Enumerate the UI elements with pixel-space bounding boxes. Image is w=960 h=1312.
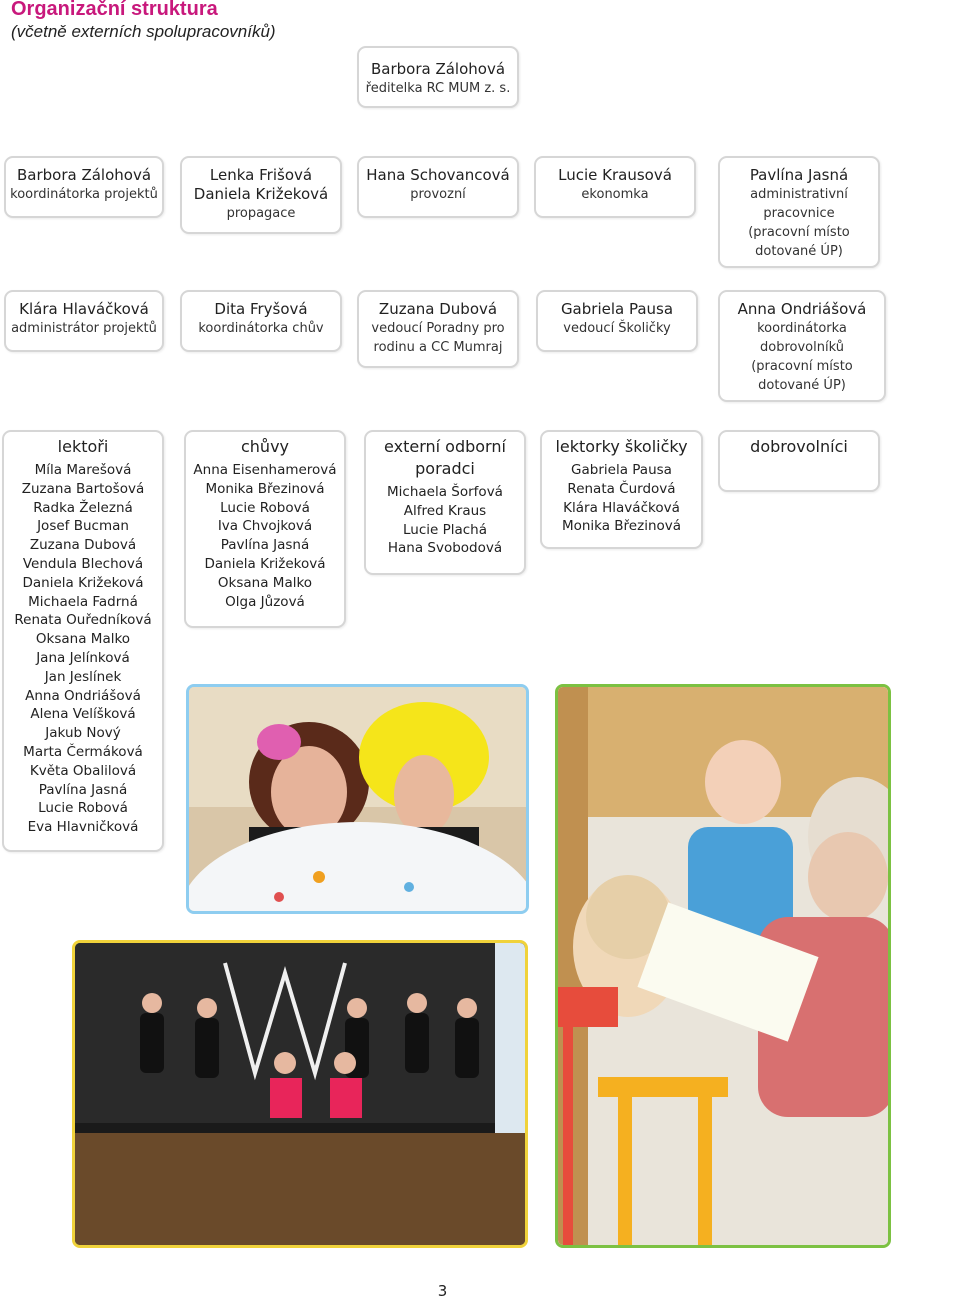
staff-box — [357, 290, 519, 368]
group-member: Eva Hlavničková — [27, 819, 139, 836]
group-member: Renata Ouředníková — [14, 612, 152, 629]
staff-box — [534, 156, 696, 218]
group-title-line: poradci — [415, 459, 475, 478]
group-member: Pavlína Jasná — [38, 781, 128, 798]
group-member: Míla Marešová — [34, 462, 132, 478]
group-box — [540, 430, 703, 549]
group-title-line: dobrovolníci — [750, 437, 848, 456]
group-member: Renata Čurdová — [567, 480, 676, 497]
photo-dancers — [72, 940, 528, 1248]
group-member: Michaela Šorfová — [387, 484, 503, 500]
group-title-line: externí odborní — [384, 437, 506, 456]
person-name: Lucie Krausová — [558, 166, 672, 184]
group-member: Oksana Malko — [217, 574, 313, 591]
group-member: Oksana Malko — [35, 631, 131, 648]
page-title: Organizační struktura — [11, 0, 218, 20]
group-member: Iva Chvojková — [217, 518, 313, 535]
photo-reading — [555, 684, 891, 1248]
person-role: dotované ÚP) — [758, 378, 846, 393]
page-subtitle: (včetně externích spolupracovníků) — [11, 22, 276, 41]
person-role: provozní — [410, 187, 466, 202]
group-title-line: lektoři — [57, 437, 109, 456]
person-role: (pracovní místo — [751, 359, 853, 374]
person-role: dotované ÚP) — [755, 244, 843, 259]
group-member: Josef Bucman — [37, 518, 129, 535]
group-member: Alfred Kraus — [403, 502, 487, 519]
person-role: rodinu a CC Mumraj — [373, 340, 503, 355]
group-member: Zuzana Bartošová — [21, 480, 145, 497]
group-member: Vendula Blechová — [22, 555, 144, 572]
group-member: Monika Březinová — [561, 518, 682, 535]
person-name: Hana Schovancová — [366, 166, 510, 184]
group-member: Jakub Nový — [45, 725, 121, 742]
person-name: Zuzana Dubová — [378, 300, 498, 318]
group-member: Marta Čermáková — [23, 743, 143, 760]
staff-box — [357, 156, 519, 218]
group-member: Alena Velíšková — [30, 706, 136, 723]
group-box — [364, 430, 526, 575]
group-box — [718, 430, 880, 492]
group-title — [542, 436, 701, 458]
group-member: Daniela Križeková — [22, 574, 144, 591]
person-name: Barbora Zálohová — [16, 166, 152, 184]
group-member: Anna Eisenhamerová — [193, 462, 337, 478]
group-member: Zuzana Dubová — [29, 537, 137, 554]
group-member: Jana Jelínková — [36, 649, 130, 666]
person-role: vedoucí Poradny pro — [371, 321, 505, 336]
group-member: Anna Ondriášová — [25, 687, 141, 704]
person-role: (pracovní místo — [748, 225, 850, 240]
group-member: Lucie Robová — [220, 499, 310, 516]
group-title — [720, 436, 878, 458]
person-name: Gabriela Pausa — [560, 300, 674, 318]
director-name: Barbora Zálohová — [370, 60, 506, 78]
staff-box — [180, 156, 342, 234]
photo-clowns — [186, 684, 529, 914]
staff-box — [718, 156, 880, 268]
person-name: Klára Hlaváčková — [19, 300, 149, 318]
group-member: Michaela Fadrná — [28, 593, 138, 610]
group-member: Daniela Križeková — [204, 555, 326, 572]
group-member: Klára Hlaváčková — [563, 499, 680, 516]
person-name: Lenka Frišová — [209, 166, 313, 184]
group-member: Jan Jeslínek — [44, 668, 122, 685]
director-box — [357, 46, 519, 108]
person-name: Pavlína Jasná — [749, 166, 849, 184]
person-role: administrátor projektů — [11, 321, 157, 336]
person-name: Dita Fryšová — [214, 300, 308, 318]
group-member: Lucie Plachá — [402, 521, 488, 538]
group-member: Gabriela Pausa — [571, 462, 672, 478]
group-box — [2, 430, 164, 852]
person-role: administrativní — [750, 187, 848, 202]
person-role: ekonomka — [581, 187, 649, 202]
director-role: ředitelka RC MUM z. s. — [365, 81, 511, 96]
staff-box — [4, 290, 164, 352]
person-role: koordinátorka chův — [198, 321, 324, 336]
group-title — [366, 436, 524, 480]
group-member: Olga Jůzová — [225, 593, 305, 610]
group-member: Monika Březinová — [205, 480, 325, 497]
staff-box — [718, 290, 886, 402]
staff-box — [180, 290, 342, 352]
page-number: 3 — [437, 1282, 448, 1300]
group-member: Lucie Robová — [38, 800, 128, 817]
group-member: Květa Obalilová — [29, 762, 137, 779]
group-member: Radka Železná — [33, 499, 133, 516]
group-title — [4, 436, 162, 458]
group-member: Pavlína Jasná — [220, 537, 310, 554]
person-role: koordinátorka — [757, 321, 847, 336]
person-role: propagace — [226, 206, 296, 221]
staff-box — [4, 156, 164, 218]
group-box — [184, 430, 346, 628]
person-role: dobrovolníků — [760, 340, 844, 355]
person-role: pracovnice — [763, 206, 835, 221]
person-role: vedoucí Školičky — [563, 321, 671, 336]
group-title-line: chůvy — [240, 437, 289, 456]
staff-box — [536, 290, 698, 352]
person-name: Anna Ondriášová — [737, 300, 867, 318]
group-member: Hana Svobodová — [387, 540, 503, 557]
person-role: koordinátorka projektů — [10, 187, 158, 202]
person-name: Daniela Križeková — [193, 185, 329, 203]
group-title — [186, 436, 344, 458]
group-title-line: lektorky školičky — [555, 437, 688, 456]
